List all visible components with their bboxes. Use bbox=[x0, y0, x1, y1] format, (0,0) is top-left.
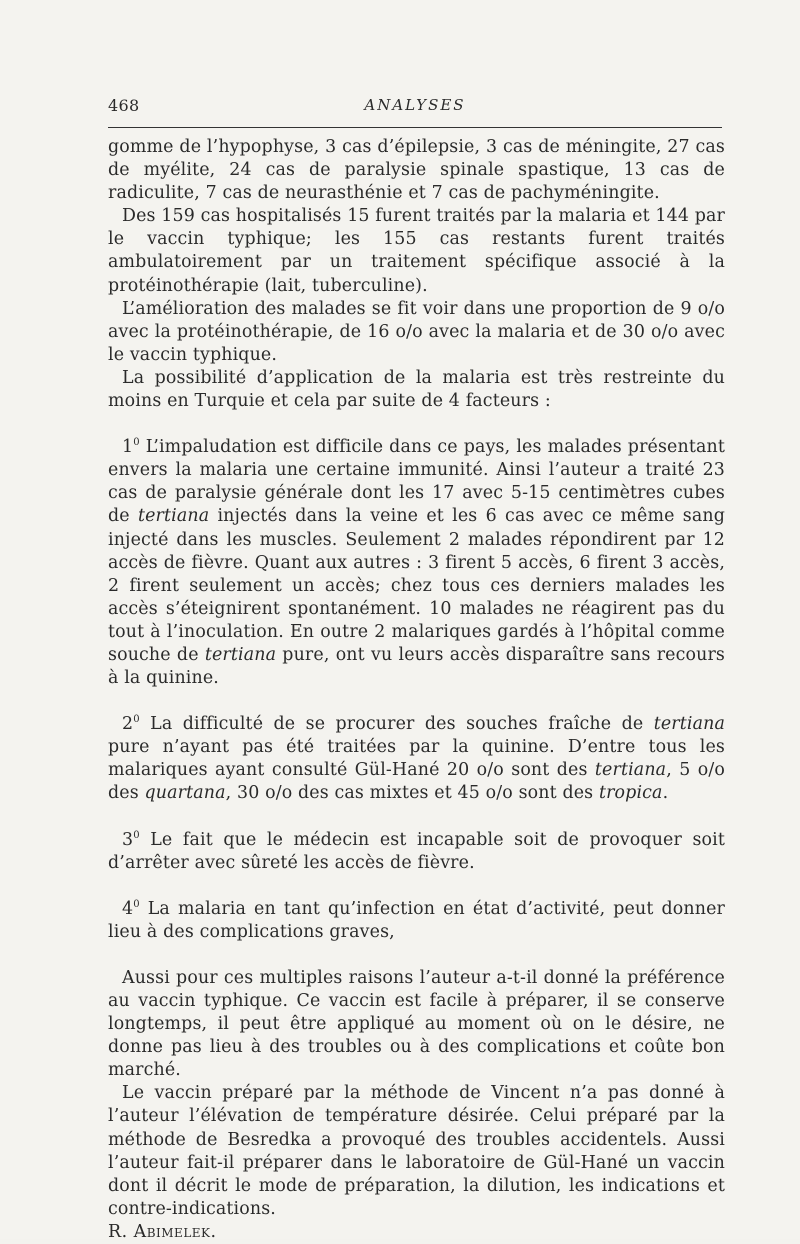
degree-mark: 0 bbox=[133, 898, 140, 910]
page-header bbox=[108, 96, 722, 120]
factor-text: . bbox=[662, 783, 669, 804]
emphasis: tertiana bbox=[204, 644, 277, 665]
degree-mark: 0 bbox=[133, 829, 140, 841]
spacer bbox=[108, 806, 725, 829]
paragraph-treatment: Des 159 cas hospitalisés 15 furent traités par la malaria et 144 par le vaccin typhique; les 155 cas restants furent traités ambulatoirement par un traitement spécifique associé à la protéinothérapie (lait, tuberculine). bbox=[108, 206, 725, 296]
factor-number: 4 bbox=[122, 898, 134, 919]
spacer bbox=[108, 690, 725, 713]
factor-text: La difficulté de se procurer des souches fraîche de bbox=[139, 714, 654, 735]
header-rule bbox=[108, 127, 722, 128]
factor-2 bbox=[108, 713, 725, 805]
emphasis: tertiana bbox=[653, 714, 725, 735]
emphasis: quartana bbox=[144, 783, 226, 804]
factor-text: L’impaludation est difficile dans ce pays, les malades présentant envers la malaria une certaine immunité. Ainsi l’auteur a traité 23 cas de paralysie générale dont les 17 avec 5-15 centimètres cubes de bbox=[108, 437, 725, 527]
article-body bbox=[108, 136, 725, 1244]
emphasis: tertiana bbox=[594, 760, 667, 781]
factor-text: pure, ont vu leurs accès disparaître sans recours à la quinine. bbox=[108, 644, 726, 689]
spacer bbox=[108, 875, 725, 898]
factor-number: 2 bbox=[122, 714, 134, 735]
paragraph-improvement: L’amélioration des malades se fit voir dans une proportion de 9 o/o avec la protéinothérapie, de 16 o/o avec la malaria et de 30 o/o avec le vaccin typhique. bbox=[108, 298, 725, 365]
factor-4 bbox=[108, 898, 725, 944]
factor-number: 3 bbox=[122, 829, 134, 850]
author-initial: R. bbox=[108, 1221, 134, 1242]
factor-text: injectés dans la veine et les 6 cas avec ce même sang injecté dans les muscles. Seulement 2 malades répondirent par 12 accès de fièvre. Quant aux autres : 3 firent 5 accès, 6 firent 3 accès, 2 firent seulement un accès; chez tous ces derniers malades les accès s’éteignirent spontanément. 10 malades ne réagirent pas du tout à l’inoculation. En outre 2 malariques gardés à l’hôpital comme souche de bbox=[108, 506, 725, 665]
paragraph-factors-intro: La possibilité d’application de la malaria est très restreinte du moins en Turquie et cela par suite de 4 facteurs : bbox=[108, 367, 725, 412]
factor-text: La malaria en tant qu’infection en état d’activité, peut donner lieu à des complications graves, bbox=[108, 898, 725, 942]
factor-text: Le fait que le médecin est incapable soit de provoquer soit d’arrêter avec sûreté les accès de fièvre. bbox=[108, 829, 725, 873]
spacer bbox=[108, 944, 725, 967]
factor-text: , 5 o/o des bbox=[108, 760, 726, 804]
degree-mark: 0 bbox=[133, 437, 140, 449]
emphasis: tertiana bbox=[137, 506, 210, 527]
degree-mark: 0 bbox=[133, 714, 140, 726]
factor-text: , 30 o/o des cas mixtes et 45 o/o sont des bbox=[225, 783, 599, 804]
factor-number: 1 bbox=[122, 437, 134, 458]
paragraph-continued: gomme de l’hypophyse, 3 cas d’épilepsie, 3 cas de méningite, 27 cas de myélite, 24 cas de paralysie spinale spastique, 13 cas de radiculite, 7 cas de neurasthénie et 7 cas de pachyméningite. bbox=[108, 137, 725, 204]
factor-3 bbox=[108, 829, 725, 875]
spacer bbox=[108, 413, 725, 436]
author-name: Abimelek. bbox=[133, 1221, 217, 1242]
emphasis: tropica bbox=[598, 783, 663, 804]
paragraph-conclusion: Aussi pour ces multiples raisons l’auteur a-t-il donné la préférence au vaccin typhique. Ce vaccin est facile à préparer, il se conserve longtemps, il peut être appliqué au moment où on le désire, ne donne pas lieu à des troubles ou à des complications et coûte bon marché. bbox=[108, 967, 725, 1081]
page-number: 468 bbox=[108, 96, 140, 115]
factor-text: pure n’ayant pas été traitées par la quinine. D’entre tous les malariques ayant consulté Gül-Hané 20 o/o sont des bbox=[108, 737, 725, 781]
running-title: ANALYSES bbox=[364, 96, 466, 114]
factor-1 bbox=[108, 436, 725, 690]
author-signature bbox=[108, 1221, 725, 1244]
paragraph-vaccine-methods: Le vaccin préparé par la méthode de Vincent n’a pas donné à l’auteur l’élévation de température désirée. Celui préparé par la méthode de Besredka a provoqué des troubles accidentels. Aussi l’auteur fait-il préparer dans le laboratoire de Gül-Hané un vaccin dont il décrit le mode de préparation, la dilution, les indications et contre-indications. bbox=[108, 1083, 725, 1219]
